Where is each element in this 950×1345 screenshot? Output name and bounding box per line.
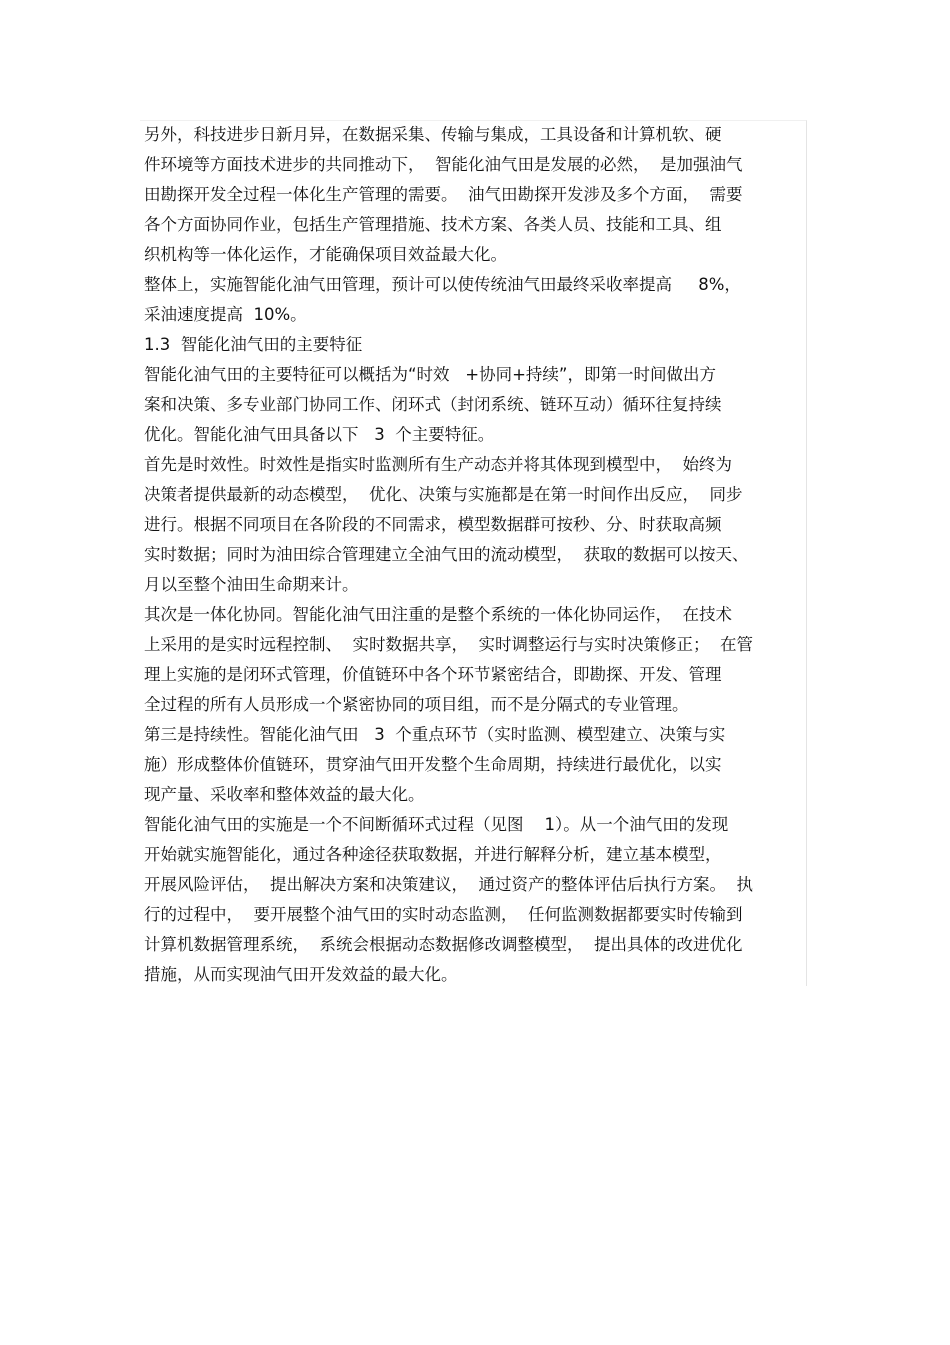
text-line: 开展风险评估， 提出解决方案和决策建议， 通过资产的整体评估后执行方案。 执 — [144, 875, 753, 894]
text-line: 决策者提供最新的动态模型， 优化、决策与实施都是在第一时间作出反应， 同步 — [144, 485, 743, 504]
text-line: 实时数据；同时为油田综合管理建立全油气田的流动模型， 获取的数据可以按天、 — [144, 545, 749, 564]
text-line: 理上实施的是闭环式管理，价值链环中各个环节紧密结合，即勘探、开发、管理 — [144, 665, 722, 684]
text-line: 另外，科技进步日新月异，在数据采集、传输与集成，工具设备和计算机软、硬 — [144, 125, 722, 144]
text-line: 上采用的是实时远程控制、 实时数据共享， 实时调整运行与实时决策修正； 在管 — [144, 635, 753, 654]
text-line: 优化。智能化油气田具备以下 3 个主要特征。 — [144, 425, 495, 444]
text-line: 整体上，实施智能化油气田管理，预计可以使传统油气田最终采收率提高 8%， — [144, 275, 741, 294]
text-line: 计算机数据管理系统， 系统会根据动态数据修改调整模型， 提出具体的改进优化 — [144, 935, 743, 954]
text-line: 智能化油气田的实施是一个不间断循环式过程（见图 1）。从一个油气田的发现 — [144, 815, 729, 834]
text-line: 智能化油气田的主要特征可以概括为“时效 +协同+持续”，即第一时间做出方 — [144, 365, 716, 384]
text-line: 进行。根据不同项目在各阶段的不同需求，模型数据群可按秒、分、时获取高频 — [144, 515, 722, 534]
document-body — [144, 120, 806, 990]
text-line: 采油速度提高 10%。 — [144, 305, 307, 324]
text-line: 行的过程中， 要开展整个油气田的实时动态监测， 任何监测数据都要实时传输到 — [144, 905, 743, 924]
text-line: 现产量、采收率和整体效益的最大化。 — [144, 785, 425, 804]
text-line: 全过程的所有人员形成一个紧密协同的项目组，而不是分隔式的专业管理。 — [144, 695, 689, 714]
text-line: 开始就实施智能化，通过各种途径获取数据，并进行解释分析，建立基本模型， — [144, 845, 722, 864]
text-line: 月以至整个油田生命期来计。 — [144, 575, 359, 594]
text-line: 首先是时效性。时效性是指实时监测所有生产动态并将其体现到模型中， 始终为 — [144, 455, 732, 474]
text-line: 其次是一体化协同。智能化油气田注重的是整个系统的一体化协同运作， 在技术 — [144, 605, 732, 624]
text-line: 织机构等一体化运作，才能确保项目效益最大化。 — [144, 245, 507, 264]
text-line: 田勘探开发全过程一体化生产管理的需要。 油气田勘探开发涉及多个方面， 需要 — [144, 185, 743, 204]
text-line: 案和决策、多专业部门协同工作、闭环式（封闭系统、链环互动）循环往复持续 — [144, 395, 722, 414]
text-line: 施）形成整体价值链环，贯穿油气田开发整个生命周期，持续进行最优化，以实 — [144, 755, 722, 774]
text-line: 各个方面协同作业，包括生产管理措施、技术方案、各类人员、技能和工具、组 — [144, 215, 722, 234]
text-line: 件环境等方面技术进步的共同推动下， 智能化油气田是发展的必然， 是加强油气 — [144, 155, 743, 174]
section-heading: 1.3 智能化油气田的主要特征 — [144, 335, 363, 354]
text-line: 措施，从而实现油气田开发效益的最大化。 — [144, 965, 458, 984]
text-line: 第三是持续性。智能化油气田 3 个重点环节（实时监测、模型建立、决策与实 — [144, 725, 726, 744]
